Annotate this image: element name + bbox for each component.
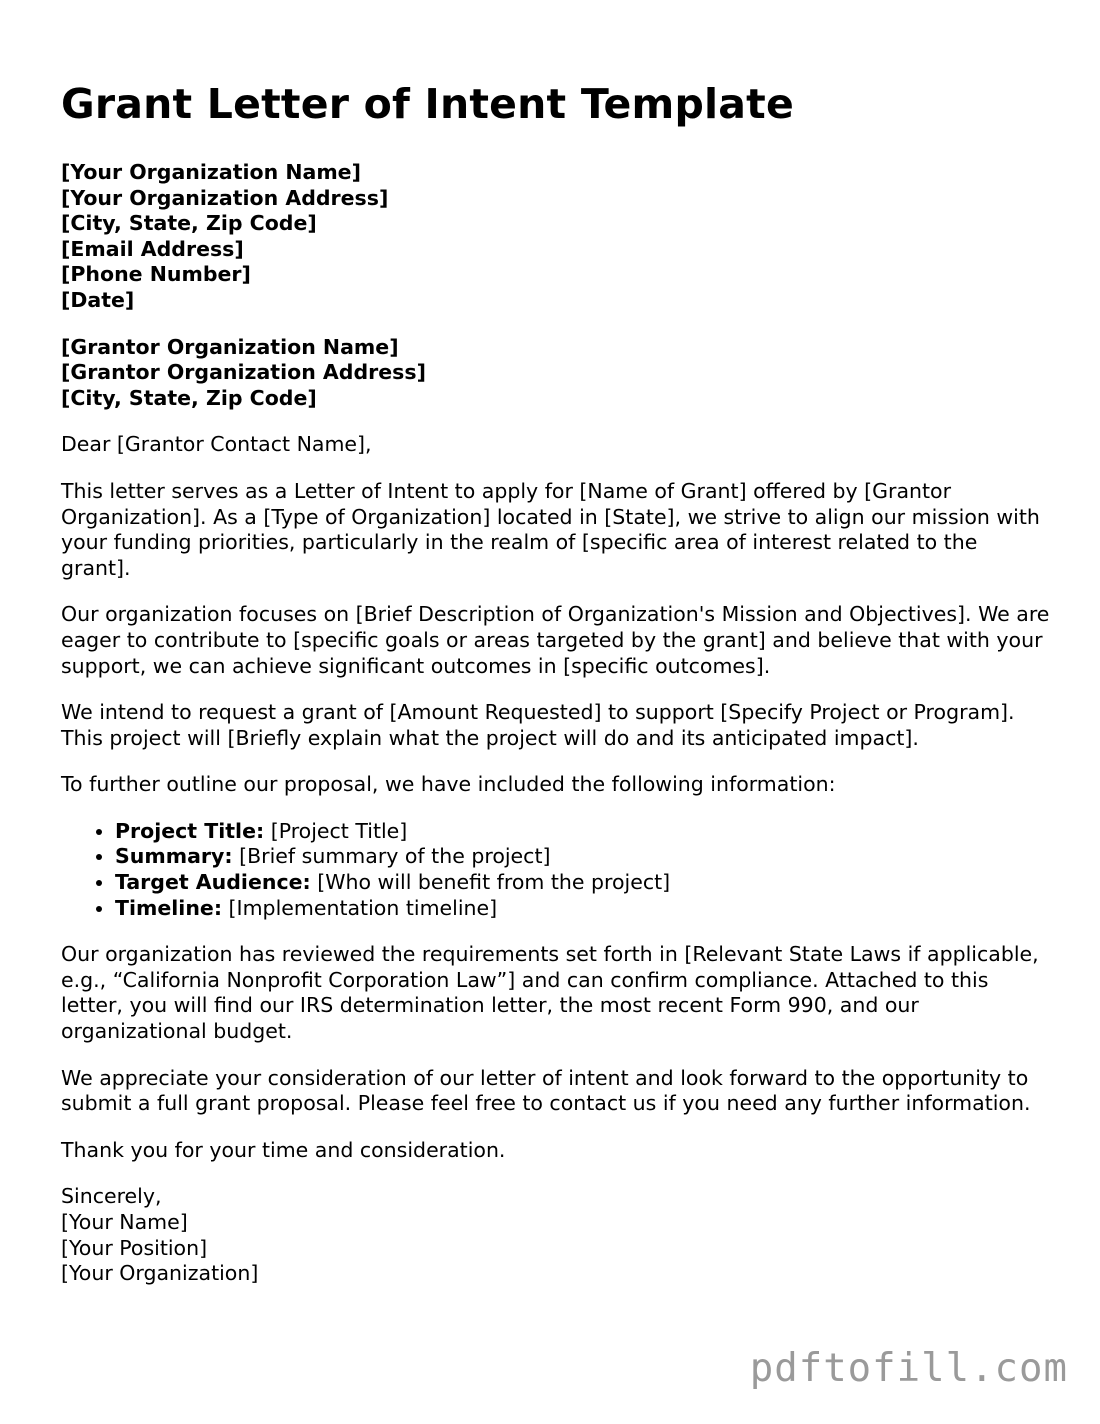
list-item xyxy=(115,844,1051,870)
salutation: Dear [Grantor Contact Name], xyxy=(61,432,372,457)
sender-city-state-zip: [City, State, Zip Code] xyxy=(61,211,317,236)
list-item-label: Project Title: xyxy=(115,818,265,843)
list-item-label: Target Audience: xyxy=(115,870,311,895)
closing-block xyxy=(61,1184,1051,1286)
list-item xyxy=(115,896,1051,922)
proposal-info-list xyxy=(61,819,1051,921)
list-item xyxy=(115,870,1051,896)
recipient-org-address: [Grantor Organization Address] xyxy=(61,360,426,385)
letter-date: [Date] xyxy=(61,287,135,312)
intro-paragraph: This letter serves as a Letter of Intent to apply for [Name of Grant] offered by [Grantor Organization]. As a [Type of Organization] located in [State], we strive to align our mission with your funding priorities, particularly in the realm of [specific area of interest related to the grant]. xyxy=(61,478,1040,580)
list-item-value: [Project Title] xyxy=(264,818,408,843)
list-item-label: Summary: xyxy=(115,844,233,869)
watermark: pdftofill.com xyxy=(749,1346,1068,1391)
request-paragraph: We intend to request a grant of [Amount Requested] to support [Specify Project or Program]. This project will [Briefly explain what the project will do and its anticipated impact]. xyxy=(61,700,1015,750)
list-item-label: Timeline: xyxy=(115,895,223,920)
compliance-paragraph: Our organization has reviewed the requirements set forth in [Relevant State Laws if applicable, e.g., “California Nonprofit Corporation Law”] and can confirm compliance. Attached to this letter, you will find our IRS determination letter, the most recent Form 990, and our organizational budget. xyxy=(61,942,1039,1044)
recipient-address-block xyxy=(61,335,1051,412)
sign-off: Sincerely, xyxy=(61,1184,162,1209)
list-item-value: [Brief summary of the project] xyxy=(232,844,551,869)
thanks-paragraph: Thank you for your time and consideration. xyxy=(61,1137,506,1162)
sender-org-name: [Your Organization Name] xyxy=(61,160,361,184)
recipient-city-state-zip: [City, State, Zip Code] xyxy=(61,385,317,410)
list-item xyxy=(115,819,1051,845)
recipient-org-name: [Grantor Organization Name] xyxy=(61,334,399,359)
signer-position: [Your Position] xyxy=(61,1235,208,1260)
sender-org-address: [Your Organization Address] xyxy=(61,185,389,210)
signer-organization: [Your Organization] xyxy=(61,1261,259,1286)
sender-phone: [Phone Number] xyxy=(61,262,251,287)
outline-paragraph: To further outline our proposal, we have included the following information: xyxy=(61,772,836,797)
signer-name: [Your Name] xyxy=(61,1210,188,1234)
sender-address-block xyxy=(61,160,1051,314)
mission-paragraph: Our organization focuses on [Brief Description of Organization's Mission and Objectives]. We are eager to contribute to [specific goals or areas targeted by the grant] and believe that with your support, we can achieve significant outcomes in [specific outcomes]. xyxy=(61,602,1050,678)
page-title: Grant Letter of Intent Template xyxy=(61,80,794,128)
letter-document xyxy=(61,78,1051,1287)
list-item-value: [Implementation timeline] xyxy=(222,895,498,920)
appreciation-paragraph: We appreciate your consideration of our letter of intent and look forward to the opportunity to submit a full grant proposal. Please feel free to contact us if you need any further information. xyxy=(61,1065,1031,1116)
sender-email: [Email Address] xyxy=(61,236,244,261)
list-item-value: [Who will benefit from the project] xyxy=(310,870,671,895)
